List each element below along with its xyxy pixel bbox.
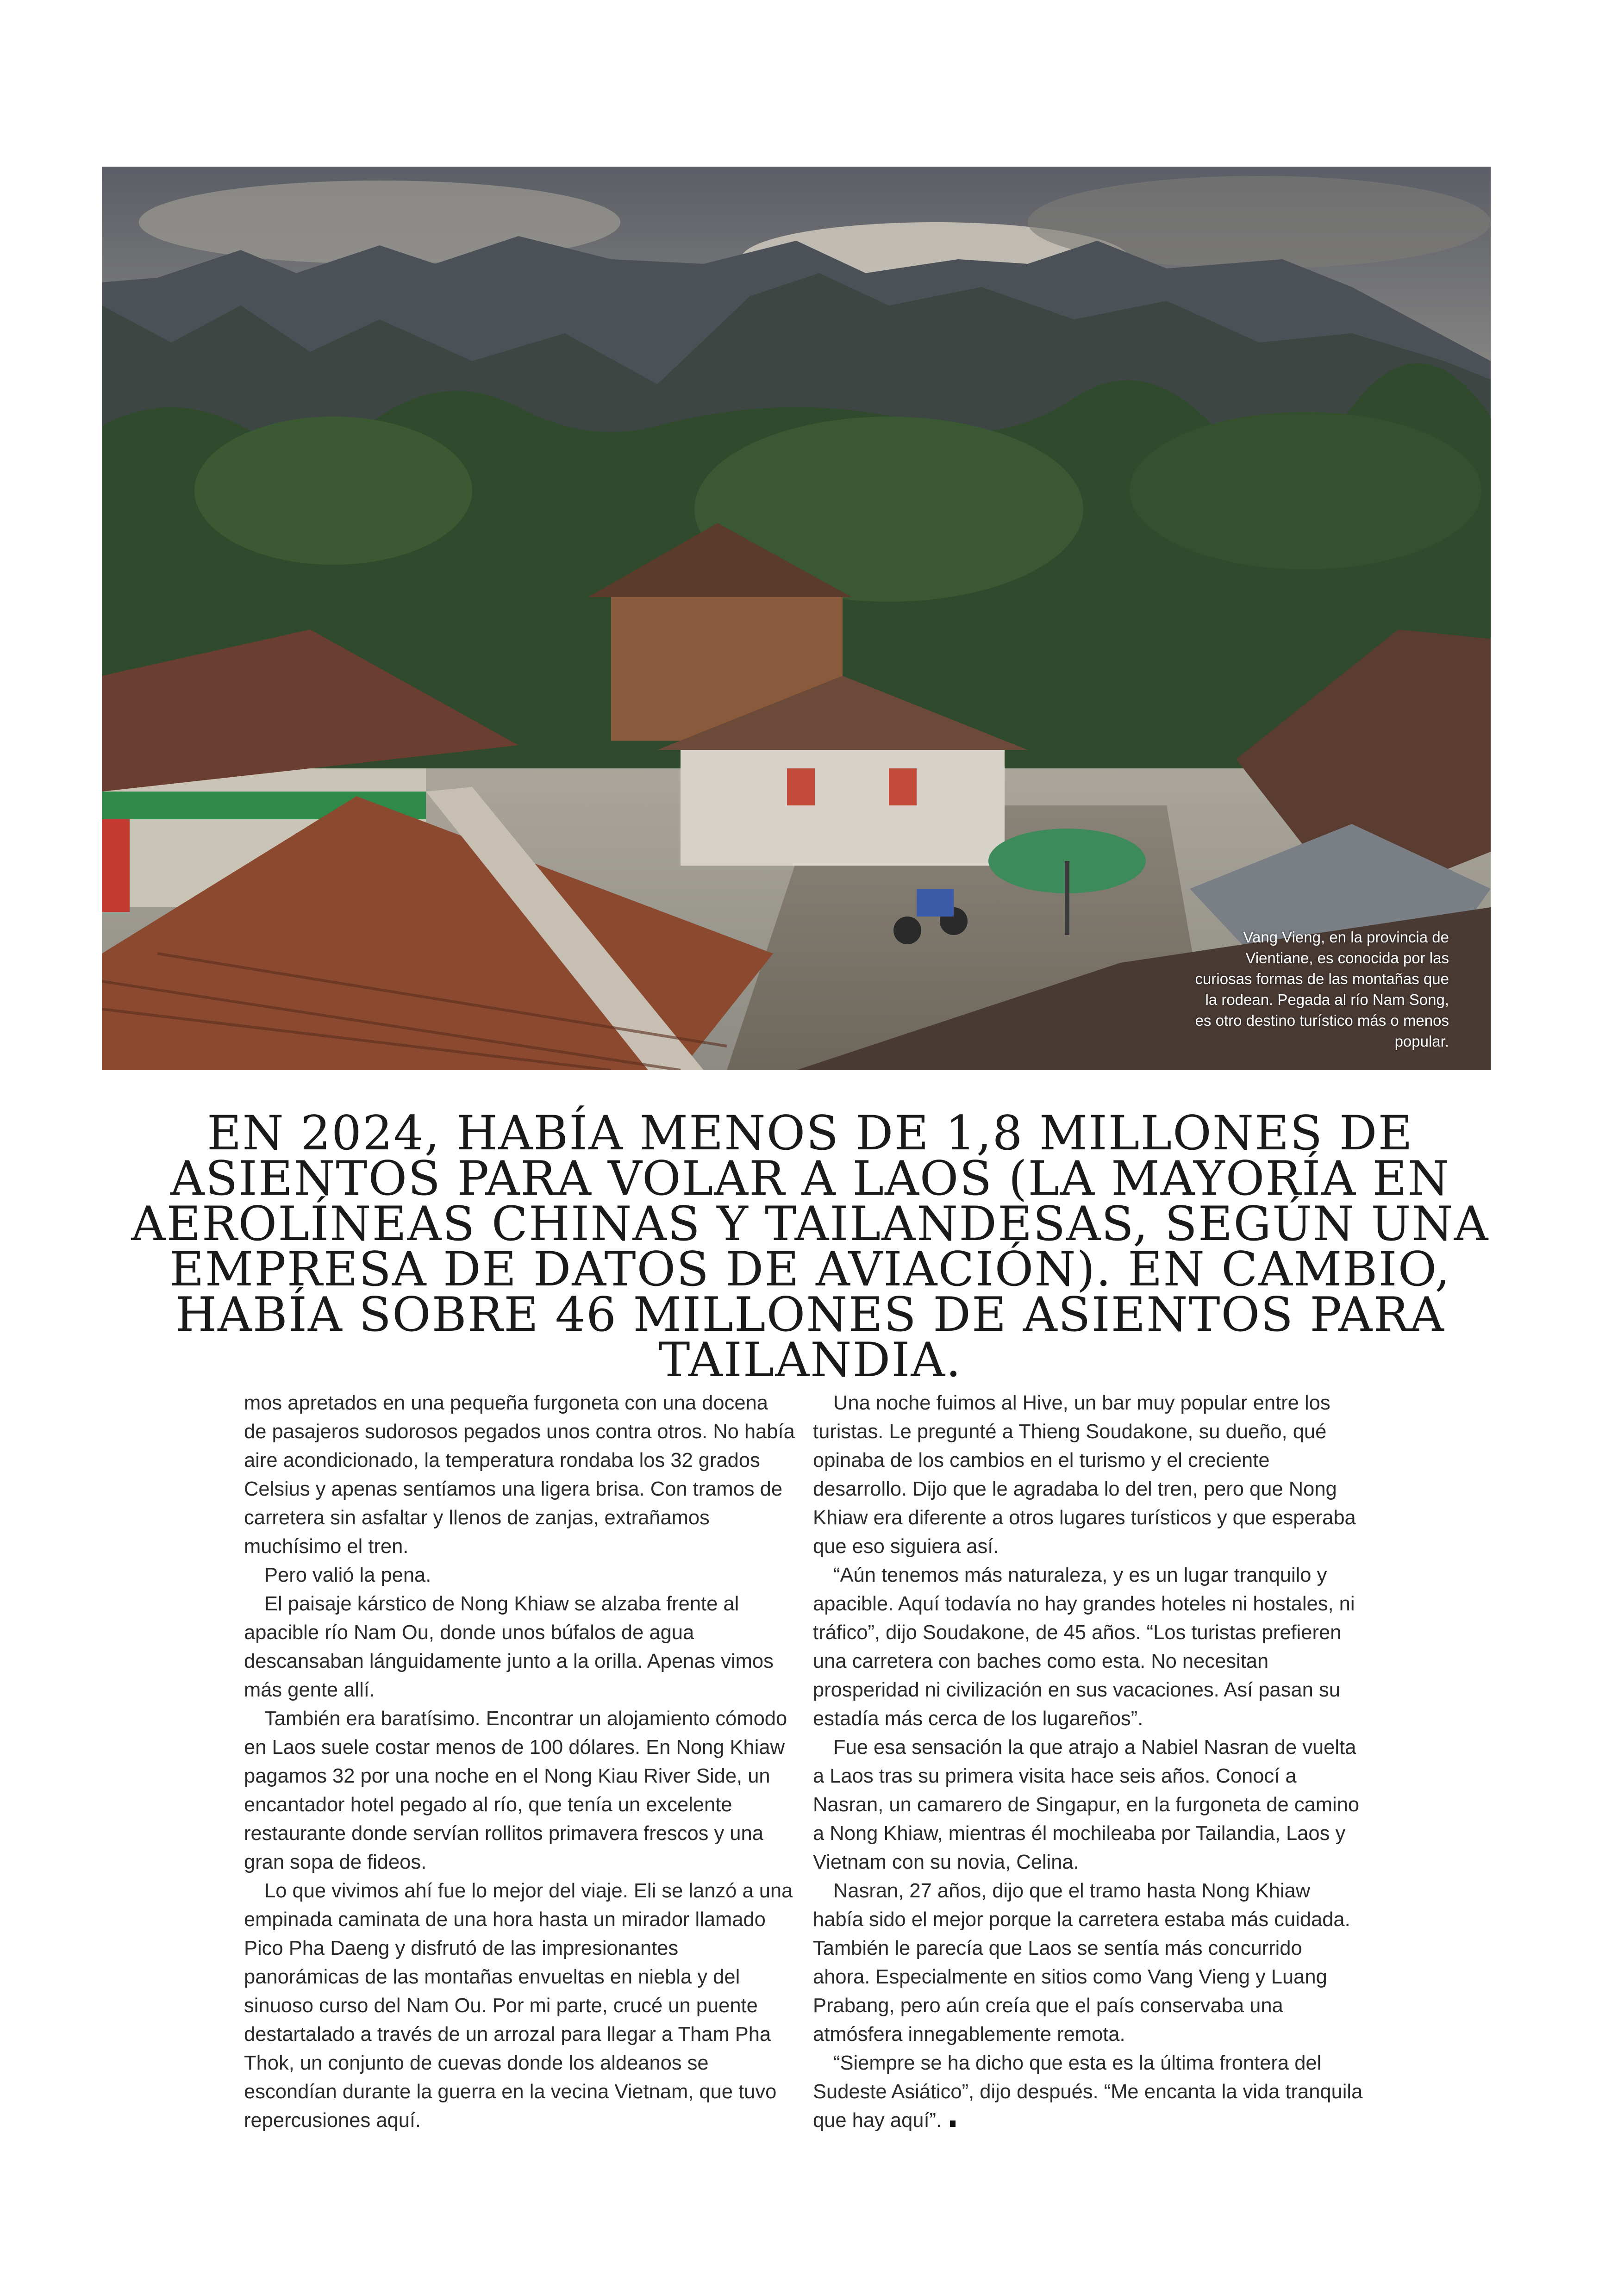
article-column-right bbox=[813, 1389, 1364, 2135]
paragraph-text: “Siempre se ha dicho que esta es la última frontera del Sudeste Asiático”, dijo después. “Me encanta la vida tranquila que hay aquí”. bbox=[813, 2052, 1363, 2132]
article-photo bbox=[102, 167, 1491, 1070]
article-column-left bbox=[244, 1389, 795, 2135]
paragraph-last bbox=[813, 2049, 1364, 2135]
paragraph: También era baratísimo. Encontrar un alojamiento cómodo en Laos suele costar menos de 100 dólares. En Nong Khiaw pagamos 32 por una noche en el Nong Kiau River Side, un encantador hotel pegado al río, que tenía un excelente restaurante donde servían rollitos primavera frescos y una gran sopa de fideos. bbox=[244, 1708, 787, 1873]
photo-caption: Vang Vieng, en la provincia de Vientiane, es conocida por las curiosas formas de las montañas que la rodean. Pegada al río Nam Song, es otro destino turístico más o menos popular. bbox=[1195, 929, 1449, 1050]
paragraph: Fue esa sensación la que atrajo a Nabiel Nasran de vuelta a Laos tras su primera visita hace seis años. Conocí a Nasran, un camarero de Singapur, en la furgoneta de camino a Nong Khiaw, mientras él mochileaba por Tailandia, Laos y Vietnam con su novia, Celina. bbox=[813, 1736, 1360, 1873]
paragraph: Nasran, 27 años, dijo que el tramo hasta Nong Khiaw había sido el mejor porque la carretera estaba más cuidada. También le parecía que Laos se sentía más concurrido ahora. Especialmente en sitios como Vang Vieng y Luang Prabang, pero aún creía que el país conservaba una atmósfera innegablemente remota. bbox=[813, 1880, 1350, 2046]
end-of-article-mark bbox=[950, 2120, 956, 2127]
paragraph: “Aún tenemos más naturaleza, y es un lugar tranquilo y apacible. Aquí todavía no hay grandes hoteles ni hostales, ni tráfico”, dijo Soudakone, de 45 años. “Los turistas prefieren una carretera con baches como esta. No necesitan prosperidad ni civilización en sus vacaciones. Así pasan su estadía más cerca de los lugareños”. bbox=[813, 1564, 1355, 1730]
paragraph: mos apretados en una pequeña furgoneta con una docena de pasajeros sudorosos pegados unos contra otros. No había aire acondicionado, la temperatura rondaba los 32 grados Celsius y apenas sentíamos una ligera brisa. Con tramos de carretera sin asfaltar y llenos de zanjas, extrañamos muchísimo el tren. bbox=[244, 1392, 795, 1558]
paragraph: Pero valió la pena. bbox=[264, 1564, 431, 1586]
pull-quote: EN 2024, HABÍA MENOS DE 1,8 MILLONES DE ASIENTOS PARA VOLAR A LAOS (LA MAYORÍA EN AEROLÍNEAS CHINAS Y TAILANDESAS, SEGÚN UNA EMPRESA DE DATOS DE AVIACIÓN). EN CAMBIO, HABÍA SOBRE 46 MILLONES DE ASIENTOS PARA TAILANDIA. bbox=[131, 1106, 1489, 1388]
paragraph: Lo que vivimos ahí fue lo mejor del viaje. Eli se lanzó a una empinada caminata de una hora hasta un mirador llamado Pico Pha Daeng y disfrutó de las impresionantes panorámicas de las montañas envueltas en niebla y del sinuoso curso del Nam Ou. Por mi parte, crucé un puente destartalado a través de un arrozal para llegar a Tham Pha Thok, un conjunto de cuevas donde los aldeanos se escondían durante la guerra en la vecina Vietnam, que tuvo repercusiones aquí. bbox=[244, 1880, 793, 2132]
paragraph: El paisaje kárstico de Nong Khiaw se alzaba frente al apacible río Nam Ou, donde unos búfalos de agua descansaban lánguidamente junto a la orilla. Apenas vimos más gente allí. bbox=[244, 1593, 774, 1701]
paragraph: Una noche fuimos al Hive, un bar muy popular entre los turistas. Le pregunté a Thieng Soudakone, su dueño, qué opinaba de los cambios en el turismo y el creciente desarrollo. Dijo que le agradaba lo del tren, pero que Nong Khiaw era diferente a otros lugares turísticos y que esperaba que eso siguiera así. bbox=[813, 1392, 1356, 1558]
